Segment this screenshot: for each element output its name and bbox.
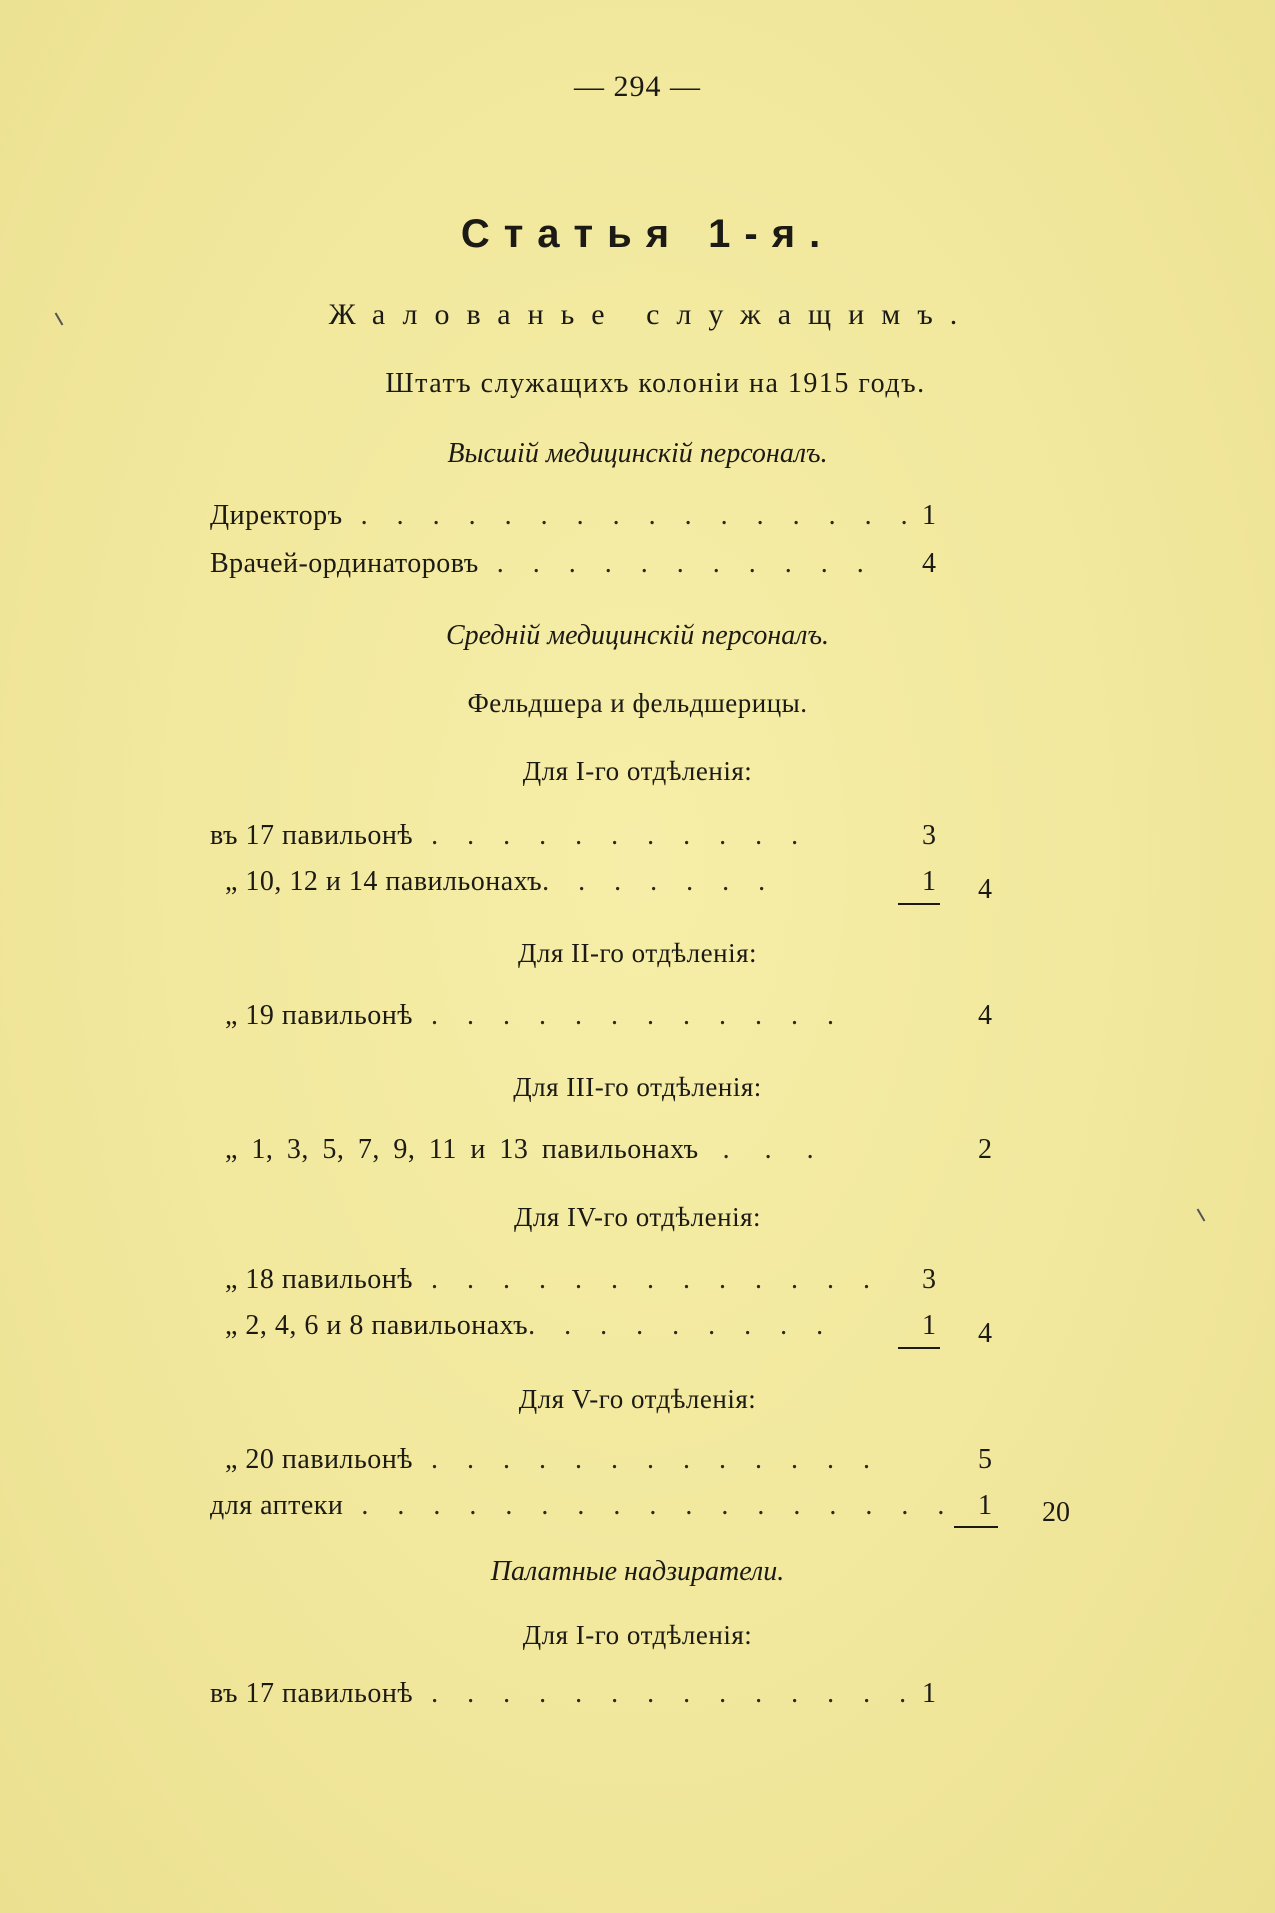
row-total: 2 [978, 1134, 992, 1165]
row-value: 4 [922, 548, 936, 579]
row-value: 1 [922, 866, 936, 897]
staff-subheading: Штатъ служащихъ колоніи на 1915 годъ. [385, 368, 926, 399]
leader-dots: . . . . . . . . . . . . . . . . [342, 500, 919, 531]
dept3-title: Для III-го отдѣленія: [513, 1072, 762, 1102]
row-label: „ 19 павильонѣ [225, 1000, 413, 1031]
row-value: 3 [922, 820, 936, 851]
row-label: „ 1, 3, 5, 7, 9, 11 и 13 павильонахъ [225, 1134, 699, 1165]
row-label: Врачей-ординаторовъ [210, 548, 479, 579]
senior-row-director [210, 500, 919, 532]
dept2-title: Для II-го отдѣленія: [518, 938, 757, 968]
row-value: 1 [922, 1310, 936, 1341]
leader-dots: . . . . . . . . . . . . . [412, 1444, 881, 1475]
dept1-row-2 [225, 866, 776, 898]
middle-staff-title: Средній медицинскій персоналъ. [446, 620, 829, 651]
leader-dots: . . . . . . . . . . . [413, 820, 810, 851]
dept4-row-2 [225, 1310, 834, 1342]
leader-dots: . . . . . . . . . . . . [412, 1000, 845, 1031]
row-value: 3 [922, 1264, 936, 1295]
dept3-row-1 [225, 1134, 825, 1166]
grand-total: 20 [1042, 1497, 1070, 1528]
dept5-row-1 [225, 1444, 881, 1476]
ward-supervisors-title: Палатные надзиратели. [490, 1556, 785, 1587]
subtotal-rule [898, 903, 940, 905]
row-label: Директоръ [210, 500, 343, 531]
row-label: „ 2, 4, 6 и 8 павильонахъ [225, 1310, 529, 1341]
row-label: для аптеки [210, 1490, 344, 1521]
dept4-title: Для IV-го отдѣленія: [513, 1202, 762, 1232]
senior-staff-title: Высшій медицинскій персоналъ. [447, 438, 828, 469]
subtotal-rule [954, 1526, 998, 1528]
dept1-row-1 [210, 820, 809, 852]
row-value: 1 [978, 1490, 992, 1521]
leader-dots: . . . . . . . . . . . . . [412, 1264, 881, 1295]
subtotal-rule [898, 1347, 940, 1349]
senior-row-doctors [210, 548, 875, 580]
row-value: 1 [922, 500, 936, 531]
row-total: 4 [978, 1318, 992, 1349]
dept5-row-2 [210, 1490, 955, 1522]
dept1-title: Для I-го отдѣленія: [522, 756, 753, 786]
leader-dots: . . . . . . . [542, 866, 777, 897]
article-title: Статья 1-я. [460, 212, 835, 256]
row-label: „ 18 павильонѣ [225, 1264, 413, 1295]
row-label: въ 17 павильонѣ [210, 820, 414, 851]
page-number: — 294 — [574, 70, 701, 103]
dept4-row-1 [225, 1264, 881, 1296]
row-label: „ 10, 12 и 14 павильонахъ [225, 866, 543, 897]
row-value: 1 [922, 1678, 936, 1709]
leader-dots: . . . . . . . . . . . . . . . . . [343, 1490, 956, 1521]
row-label: въ 17 павильонѣ [210, 1678, 414, 1709]
leader-dots: . . . [698, 1134, 825, 1165]
row-total: 4 [978, 874, 992, 905]
dept5-title: Для V-го отдѣленія: [518, 1384, 757, 1414]
leader-dots: . . . . . . . . . . . . . . [413, 1678, 918, 1709]
article-heading: Жалованье служащимъ. [328, 298, 975, 331]
leader-dots: . . . . . . . . . [528, 1310, 835, 1341]
middle-staff-subtitle: Фельдшера и фельдшерицы. [467, 688, 808, 718]
ward-dept1-title: Для I-го отдѣленія: [522, 1620, 753, 1650]
dept2-row-1 [225, 1000, 845, 1032]
row-total: 4 [978, 1000, 992, 1031]
row-label: „ 20 павильонѣ [225, 1444, 413, 1475]
row-total: 5 [978, 1444, 992, 1475]
ward-dept1-row-1 [210, 1678, 917, 1710]
leader-dots: . . . . . . . . . . . [478, 548, 875, 579]
